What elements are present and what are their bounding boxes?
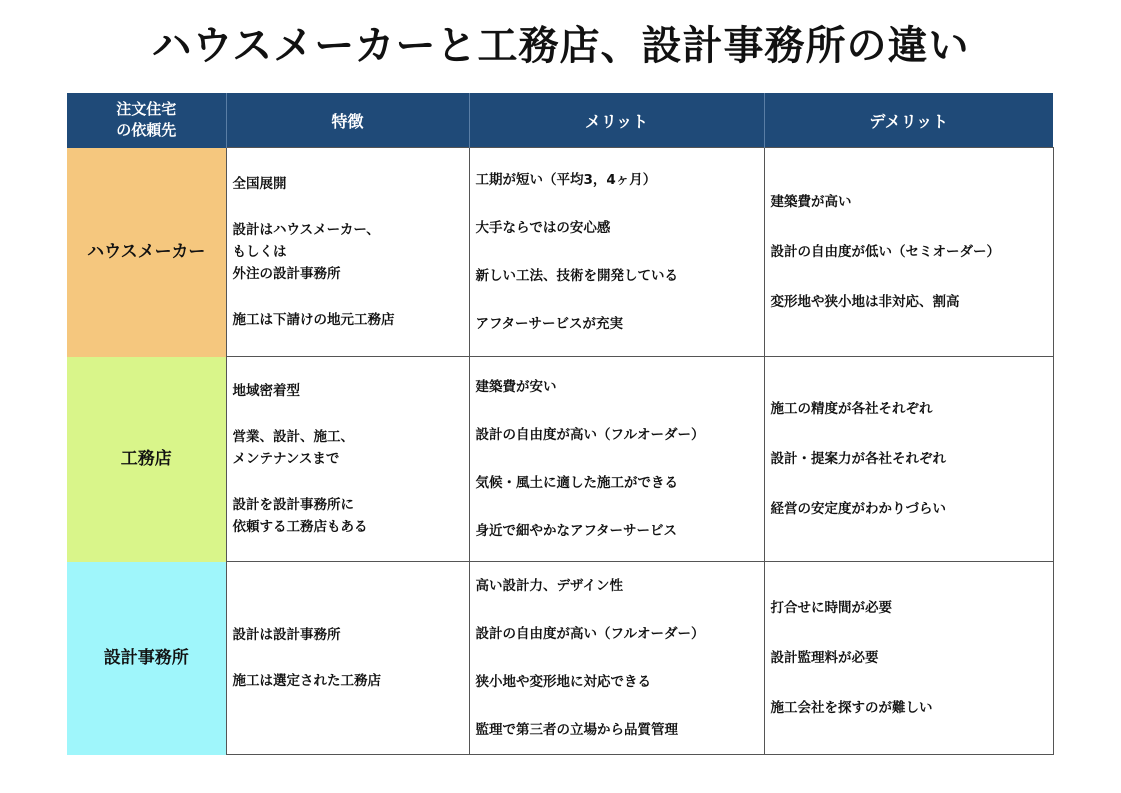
feature-item	[233, 309, 463, 331]
table-row	[67, 148, 1053, 357]
header-demerits: デメリット	[764, 93, 1053, 148]
row-label-komuten: 工務店	[67, 357, 226, 562]
feature-line: 設計はハウスメーカー、	[232, 222, 380, 238]
feature-item	[233, 380, 463, 402]
merits-cell	[469, 357, 764, 562]
feature-line: 営業、設計、施工、	[232, 429, 354, 445]
merit-item: 狭小地や変形地に対応できる	[475, 674, 651, 690]
feature-line: 施工は下請けの地元工務店	[232, 312, 395, 328]
demerit-item: 設計監理料が必要	[770, 650, 879, 666]
merits-cell	[469, 562, 764, 755]
header-client-type-line: 注文住宅	[116, 100, 177, 119]
feature-line: 施工は選定された工務店	[232, 673, 381, 689]
merit-item: 身近で細やかなアフターサービス	[475, 523, 678, 539]
merit-item: 設計の自由度が高い（フルオーダー）	[475, 427, 705, 443]
merit-item: アフターサービスが充実	[475, 316, 624, 332]
feature-item	[233, 173, 463, 195]
page-title: ハウスメーカーと工務店、設計事務所の違い	[151, 23, 970, 69]
merit-item: 新しい工法、技術を開発している	[475, 268, 678, 284]
feature-item	[233, 624, 463, 646]
demerits-cell	[764, 357, 1053, 562]
demerit-item: 施工の精度が各社それぞれ	[770, 401, 933, 417]
demerit-item: 設計の自由度が低い（セミオーダー）	[770, 244, 1000, 260]
table-header-row	[67, 93, 1053, 148]
feature-item	[233, 426, 463, 470]
feature-line: 設計は設計事務所	[232, 627, 341, 643]
feature-line: 外注の設計事務所	[232, 266, 341, 282]
demerit-item: 打合せに時間が必要	[770, 600, 892, 616]
merit-item: 大手ならではの安心感	[475, 220, 611, 236]
demerits-cell	[764, 562, 1053, 755]
demerit-item: 経営の安定度がわかりづらい	[770, 501, 946, 517]
table-row	[67, 562, 1053, 755]
header-client-type	[67, 93, 226, 148]
demerit-item: 設計・提案力が各社それぞれ	[770, 451, 946, 467]
demerit-item: 変形地や狭小地は非対応、割高	[770, 294, 960, 310]
header-features: 特徴	[226, 93, 469, 148]
feature-line: 地域密着型	[232, 383, 300, 399]
merit-item: 建築費が安い	[475, 379, 557, 395]
merit-item: 工期が短い（平均3，4ヶ月）	[475, 172, 657, 188]
merit-item: 高い設計力、デザイン性	[475, 578, 624, 594]
table-row	[67, 357, 1053, 562]
header-merits: メリット	[469, 93, 764, 148]
feature-line: 設計を設計事務所に	[232, 497, 354, 513]
features-cell	[226, 562, 469, 755]
feature-line: 全国展開	[232, 176, 287, 192]
feature-item	[233, 670, 463, 692]
demerit-item: 建築費が高い	[770, 194, 852, 210]
merits-cell	[469, 148, 764, 357]
row-label-house-maker: ハウスメーカー	[67, 148, 226, 357]
features-cell	[226, 148, 469, 357]
merit-item: 気候・風土に適した施工ができる	[475, 475, 678, 491]
merit-item: 監理で第三者の立場から品質管理	[475, 722, 678, 738]
demerit-item: 施工会社を探すのが難しい	[770, 700, 933, 716]
feature-item	[233, 219, 463, 285]
feature-line: 依頼する工務店もある	[232, 519, 368, 535]
row-label-architect-office: 設計事務所	[67, 562, 226, 755]
feature-line: メンテナンスまで	[232, 451, 340, 467]
feature-line: もしくは	[232, 244, 287, 260]
comparison-table	[67, 93, 1054, 755]
demerits-cell	[764, 148, 1053, 357]
merit-item: 設計の自由度が高い（フルオーダー）	[475, 626, 705, 642]
feature-item	[233, 494, 463, 538]
features-cell	[226, 357, 469, 562]
header-client-type-line: の依頼先	[116, 121, 177, 140]
